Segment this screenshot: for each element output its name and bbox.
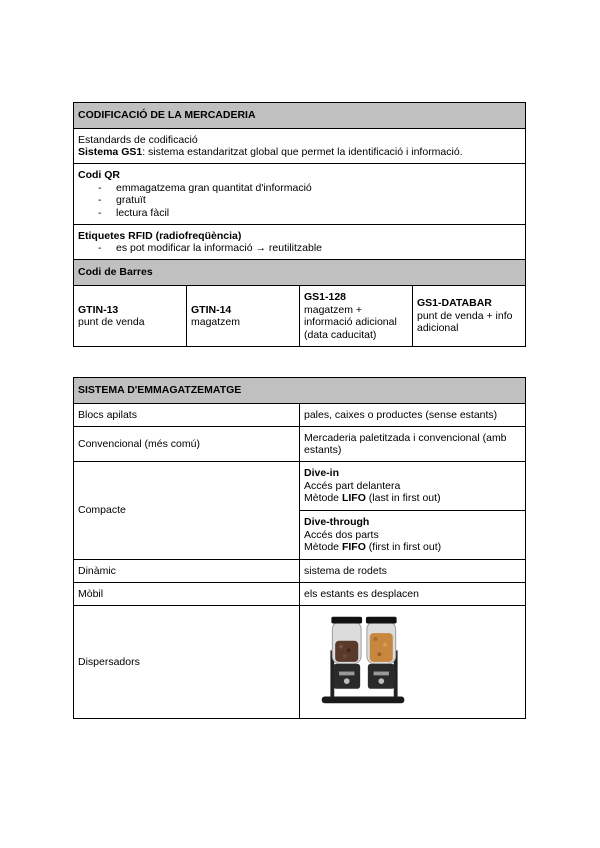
- dispenser-image-cell: [300, 606, 526, 719]
- gs1-text: : sistema estandaritzat global que permet la identificació i informació.: [142, 146, 463, 158]
- qr-cell: [74, 164, 526, 225]
- storage-row-desc: pales, caixes o productes (sense estants): [300, 404, 526, 427]
- barcode-gtin14: [187, 286, 300, 347]
- barcode-name: GS1-DATABAR: [417, 297, 492, 310]
- method-name: LIFO: [341, 492, 366, 505]
- dive-through-title: Dive-through: [304, 516, 370, 529]
- method-prefix: Mètode: [304, 492, 342, 505]
- method-suffix: (last in first out): [365, 492, 441, 505]
- method-name: FIFO: [341, 541, 366, 554]
- barcode-name: GS1-128: [304, 291, 347, 303]
- rfid-list: [78, 242, 521, 255]
- dive-through-method: [304, 541, 521, 554]
- dive-in-method: [304, 492, 521, 505]
- barcode-desc: magatzem: [191, 316, 241, 328]
- storage-row-name: Mòbil: [74, 583, 300, 606]
- barcode-desc: magatzem + informació adicional (data caducitat): [304, 303, 397, 341]
- barcode-name: GTIN-14: [191, 303, 232, 316]
- list-item: - es pot modificar la informació → reutilitzable: [78, 242, 521, 255]
- dive-in-title: Dive-in: [304, 467, 340, 480]
- gs1-line: [78, 146, 521, 159]
- barcode-gtin13: [74, 286, 187, 347]
- gs1-label: Sistema GS1: [78, 146, 143, 158]
- storage-table: [73, 377, 526, 719]
- barcode-gs1-128: [300, 286, 413, 347]
- coding-header: CODIFICACIÓ DE LA MERCADERIA: [74, 103, 526, 129]
- coding-table: [73, 102, 526, 347]
- barcode-header: Codi de Barres: [74, 260, 526, 286]
- storage-row-desc: Mercaderia paletitzada i convencional (amb estants): [300, 427, 526, 462]
- dive-through-cell: [300, 511, 526, 560]
- dispenser-image: [316, 612, 412, 708]
- rfid-cell: [74, 225, 526, 260]
- rfid-title: Etiquetes RFID (radiofreqüència): [78, 229, 242, 242]
- storage-row-name: Compacte: [74, 462, 300, 560]
- method-suffix: (first in first out): [365, 541, 442, 554]
- list-item: - emmagatzema gran quantitat d'informació: [78, 182, 521, 195]
- dive-in-access: Accés part delantera: [304, 479, 401, 492]
- barcode-name: GTIN-13: [78, 303, 119, 316]
- list-item: - lectura fàcil: [78, 207, 521, 220]
- qr-title: Codi QR: [78, 169, 120, 181]
- barcode-gs1-databar: [413, 286, 526, 347]
- method-prefix: Mètode: [304, 541, 342, 554]
- storage-row-name: Blocs apilats: [74, 404, 300, 427]
- standards-line: Estandards de codificació: [78, 133, 198, 146]
- storage-row-desc: sistema de rodets: [300, 560, 526, 583]
- storage-header: SISTEMA D'EMMAGATZEMATGE: [74, 378, 526, 404]
- storage-row-desc: els estants es desplacen: [300, 583, 526, 606]
- storage-row-name: Dinàmic: [74, 560, 300, 583]
- storage-row-name: Dispersadors: [74, 606, 300, 719]
- qr-list: [78, 182, 521, 220]
- barcode-desc: punt de venda + info adicional: [417, 309, 513, 335]
- barcode-desc: punt de venda: [78, 316, 145, 328]
- dive-through-access: Accés dos parts: [304, 528, 379, 541]
- dive-in-cell: [300, 462, 526, 511]
- storage-row-name: Convencional (més comú): [74, 427, 300, 462]
- standards-cell: [74, 129, 526, 164]
- list-item: - gratuït: [78, 194, 521, 207]
